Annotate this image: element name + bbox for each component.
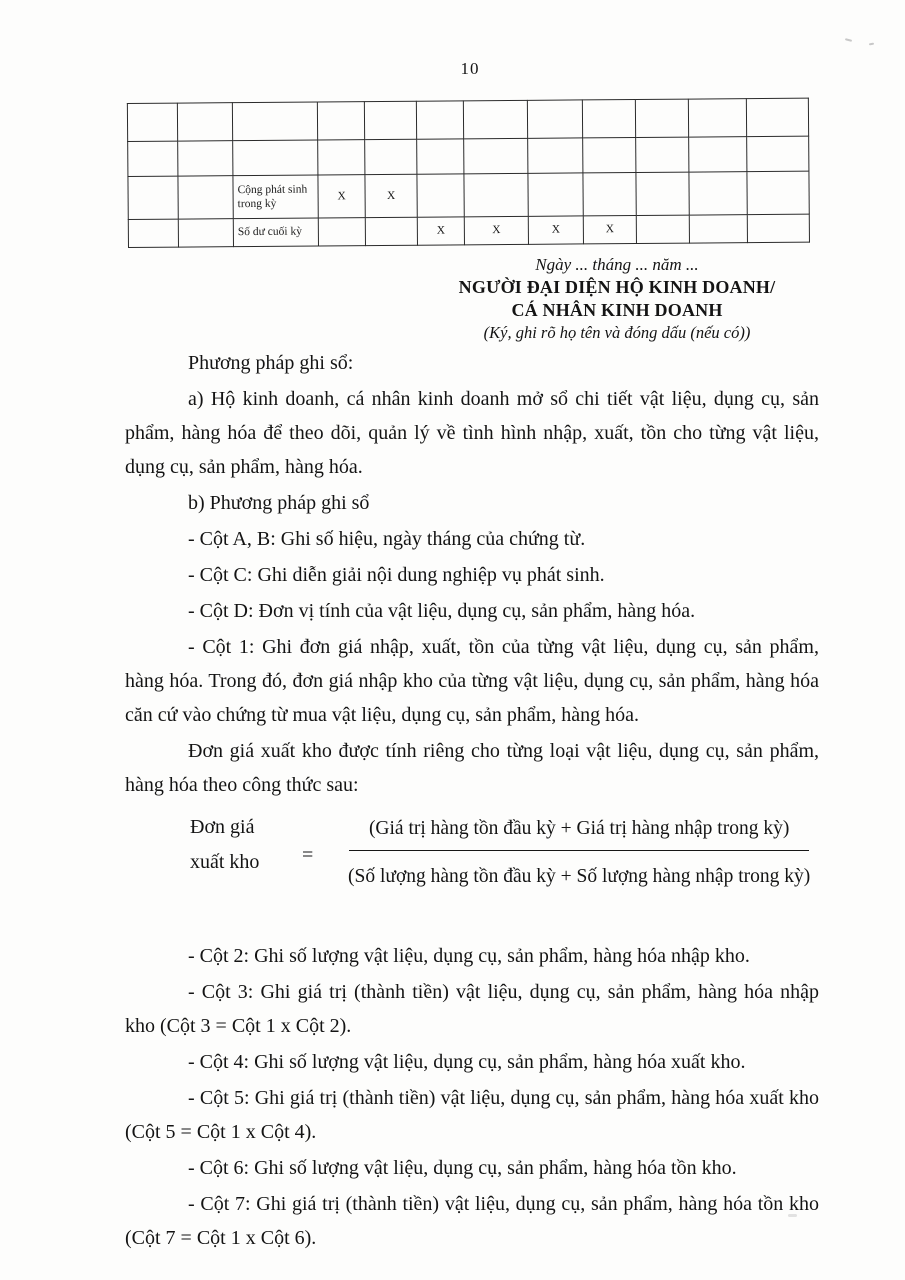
formula-fraction-bar <box>349 850 810 851</box>
empty-cell <box>583 138 636 173</box>
signature-sign-note: (Ký, ghi rõ họ tên và đóng dấu (nếu có)) <box>483 323 751 342</box>
empty-cell <box>689 137 747 172</box>
empty-cell <box>582 100 635 138</box>
empty-cell <box>128 176 178 219</box>
empty-cell <box>365 139 417 174</box>
empty-cell <box>747 214 809 242</box>
formula-fraction <box>339 812 819 893</box>
x-mark-cell: X <box>464 216 528 245</box>
signature-block <box>412 254 822 344</box>
formula-numerator: (Giá trị hàng tồn đầu kỳ + Giá trị hàng nhập trong kỳ) <box>368 818 790 839</box>
empty-cell <box>318 218 365 246</box>
scan-artifact <box>869 43 874 46</box>
empty-cell <box>417 139 464 174</box>
formula-lhs-line-2: xuất kho <box>190 850 260 873</box>
ledger-row <box>128 214 809 247</box>
signature-role-line-1: NGƯỜI ĐẠI DIỆN HỘ KINH DOANH/ <box>458 277 776 297</box>
empty-cell <box>689 215 747 243</box>
ledger-row <box>128 171 809 219</box>
para-formula-intro: Đơn giá xuất kho được tính riêng cho từng loại vật liệu, dụng cụ, sản phẩm, hàng hóa theo công thức sau: <box>125 740 819 796</box>
formula-denominator: (Số lượng hàng tồn đầu kỳ + Số lượng hàng nhập trong kỳ) <box>348 866 811 887</box>
ledger-body <box>127 98 809 247</box>
ledger-row <box>128 136 809 176</box>
empty-cell <box>318 140 365 175</box>
ledger-table-wrap <box>127 98 810 248</box>
empty-cell <box>128 219 178 247</box>
empty-cell <box>365 217 417 245</box>
empty-cell <box>464 138 528 174</box>
para-col-6: - Cột 6: Ghi số lượng vật liệu, dụng cụ, sản phẩm, hàng hóa tồn kho. <box>188 1157 737 1179</box>
x-mark-cell: X <box>528 216 583 244</box>
para-col-ab: - Cột A, B: Ghi số hiệu, ngày tháng của chứng từ. <box>188 528 586 550</box>
para-col-1: - Cột 1: Ghi đơn giá nhập, xuất, tồn của từng vật liệu, dụng cụ, sản phẩm, hàng hóa. Trong đó, đơn giá nhập kho của từng vật liệu, dụng cụ, sản phẩm, hàng hóa căn cứ vào chứng từ mua vật liệu, dụng cụ, sản phẩm, hàng hóa. <box>125 636 819 726</box>
empty-cell <box>689 172 747 215</box>
empty-cell <box>527 100 582 138</box>
empty-cell <box>232 102 317 141</box>
empty-cell <box>636 215 689 243</box>
empty-cell <box>464 173 528 217</box>
empty-cell <box>746 98 808 136</box>
body-text <box>125 346 819 1257</box>
x-mark-cell: X <box>583 216 636 244</box>
formula-lhs-line-1: Đơn giá <box>190 815 255 838</box>
empty-cell <box>463 100 527 139</box>
formula-lhs <box>190 810 280 880</box>
para-col-5: - Cột 5: Ghi giá trị (thành tiền) vật liệu, dụng cụ, sản phẩm, hàng hóa xuất kho (Cột 5 = Cột 1 x Cột 4). <box>125 1087 819 1143</box>
empty-cell <box>583 173 636 216</box>
empty-cell <box>317 102 364 140</box>
row-label-cell: Số dư cuối kỳ <box>233 218 318 247</box>
empty-cell <box>747 171 809 214</box>
para-col-c: - Cột C: Ghi diễn giải nội dung nghiệp vụ phát sinh. <box>188 564 605 586</box>
empty-cell <box>233 140 318 176</box>
para-col-4: - Cột 4: Ghi số lượng vật liệu, dụng cụ, sản phẩm, hàng hóa xuất kho. <box>188 1051 746 1073</box>
empty-cell <box>688 99 746 137</box>
para-col-d: - Cột D: Đơn vị tính của vật liệu, dụng cụ, sản phẩm, hàng hóa. <box>188 600 696 622</box>
empty-cell <box>636 137 689 172</box>
x-mark-cell: X <box>365 174 417 217</box>
para-method-heading: Phương pháp ghi sổ: <box>188 352 354 374</box>
ledger-row <box>127 98 808 141</box>
empty-cell <box>417 174 464 217</box>
empty-cell <box>128 141 178 176</box>
signature-date-line: Ngày ... tháng ... năm ... <box>535 255 699 274</box>
para-col-7: - Cột 7: Ghi giá trị (thành tiền) vật liệu, dụng cụ, sản phẩm, hàng hóa tồn kho (Cột 7 = Cột 1 x Cột 6). <box>125 1193 819 1249</box>
unit-price-formula <box>125 812 819 893</box>
empty-cell <box>416 101 463 139</box>
scan-artifact <box>845 38 852 42</box>
formula-equals-sign: = <box>302 843 314 866</box>
empty-cell <box>127 103 177 141</box>
empty-cell <box>747 136 809 171</box>
empty-cell <box>636 172 689 215</box>
empty-cell <box>178 141 233 176</box>
para-col-3: - Cột 3: Ghi giá trị (thành tiền) vật liệu, dụng cụ, sản phẩm, hàng hóa nhập kho (Cột 3 = Cột 1 x Cột 2). <box>125 981 819 1037</box>
empty-cell <box>528 173 583 216</box>
signature-role-line-2: CÁ NHÂN KINH DOANH <box>511 299 723 320</box>
para-item-a: a) Hộ kinh doanh, cá nhân kinh doanh mở sổ chi tiết vật liệu, dụng cụ, sản phẩm, hàng hóa để theo dõi, quản lý về tình hình nhập, xuất, tồn cho từng vật liệu, dụng cụ, sản phẩm, hàng hóa. <box>125 388 819 478</box>
empty-cell <box>178 219 233 247</box>
para-item-b: b) Phương pháp ghi sổ <box>188 492 370 514</box>
empty-cell <box>177 103 232 141</box>
row-label-cell: Cộng phát sinh trong kỳ <box>233 175 318 219</box>
ledger-table <box>127 98 810 248</box>
empty-cell <box>528 138 583 173</box>
x-mark-cell: X <box>417 217 464 245</box>
empty-cell <box>178 176 233 219</box>
empty-cell <box>364 101 416 139</box>
empty-cell <box>635 99 688 137</box>
x-mark-cell: X <box>318 175 365 218</box>
para-col-2: - Cột 2: Ghi số lượng vật liệu, dụng cụ, sản phẩm, hàng hóa nhập kho. <box>188 945 750 967</box>
page-number: 10 <box>460 59 480 78</box>
